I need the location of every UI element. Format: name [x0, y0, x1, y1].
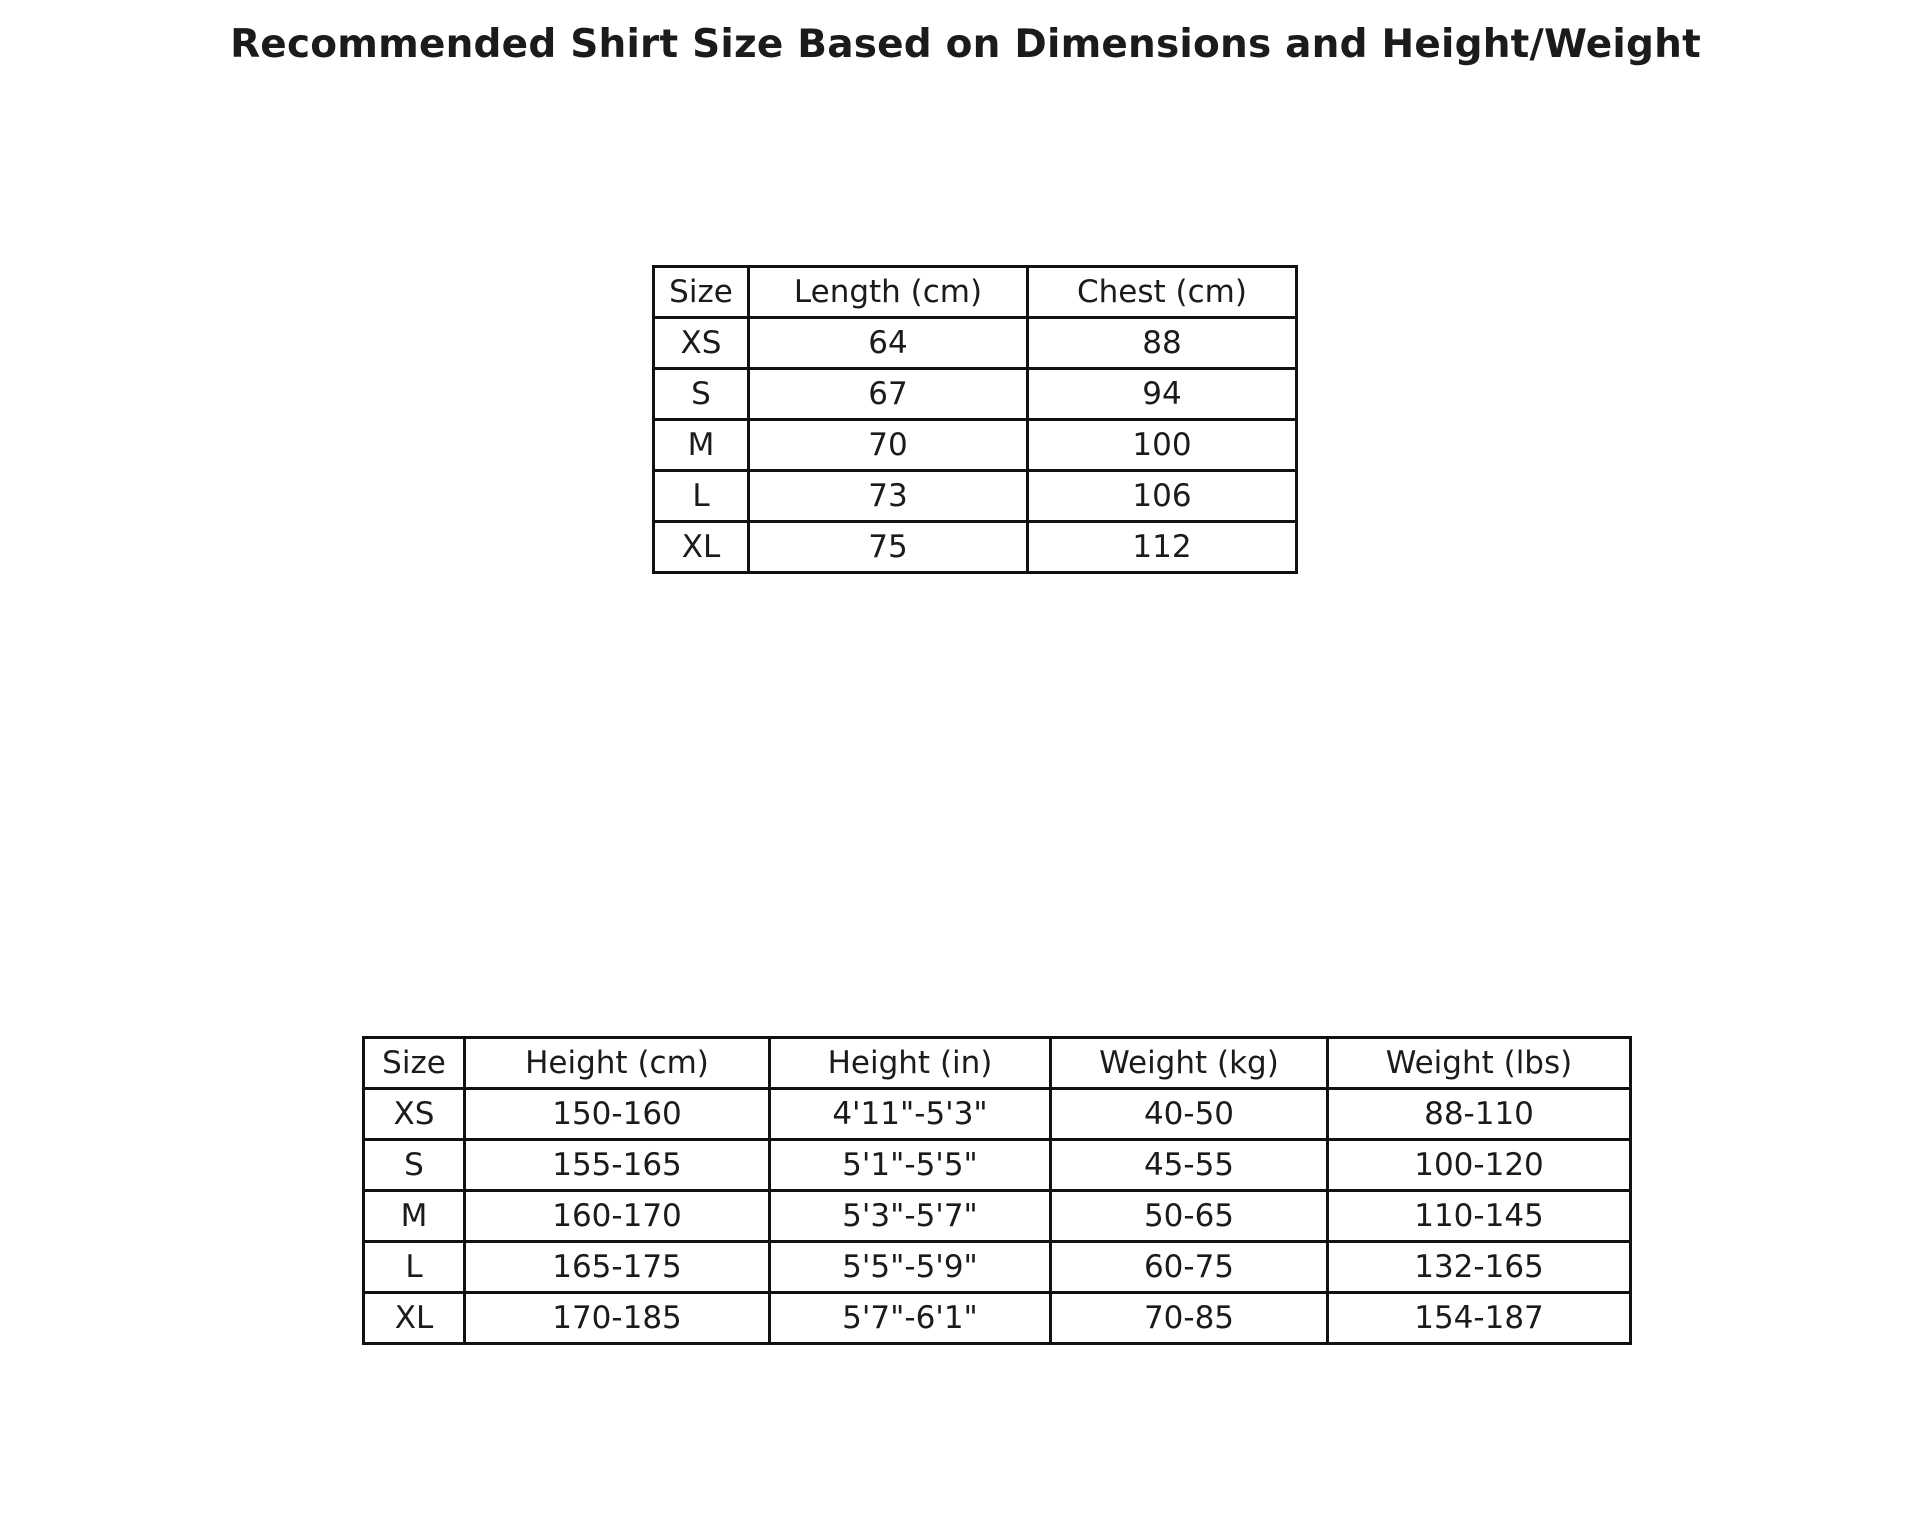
table-header-row	[364, 1038, 1631, 1089]
cell-weight-kg: 70-85	[1051, 1293, 1328, 1344]
cell-weight-lbs: 154-187	[1328, 1293, 1631, 1344]
cell-height-cm: 165-175	[465, 1242, 770, 1293]
table-row	[654, 318, 1297, 369]
cell-weight-kg: 50-65	[1051, 1191, 1328, 1242]
cell-chest: 88	[1028, 318, 1297, 369]
cell-height-in: 5'1"-5'5"	[770, 1140, 1051, 1191]
cell-size: M	[654, 420, 749, 471]
column-header-weight-kg: Weight (kg)	[1051, 1038, 1328, 1089]
cell-size: L	[654, 471, 749, 522]
page-title: Recommended Shirt Size Based on Dimensions and Height/Weight	[230, 22, 1701, 67]
cell-height-in: 5'3"-5'7"	[770, 1191, 1051, 1242]
cell-chest: 94	[1028, 369, 1297, 420]
table-row	[364, 1089, 1631, 1140]
cell-weight-kg: 40-50	[1051, 1089, 1328, 1140]
cell-length: 73	[749, 471, 1028, 522]
column-header-height-cm: Height (cm)	[465, 1038, 770, 1089]
cell-chest: 106	[1028, 471, 1297, 522]
cell-length: 70	[749, 420, 1028, 471]
column-header-length: Length (cm)	[749, 267, 1028, 318]
cell-size: XL	[654, 522, 749, 573]
column-header-size: Size	[364, 1038, 465, 1089]
cell-height-in: 5'7"-6'1"	[770, 1293, 1051, 1344]
cell-height-cm: 170-185	[465, 1293, 770, 1344]
column-header-size: Size	[654, 267, 749, 318]
column-header-weight-lbs: Weight (lbs)	[1328, 1038, 1631, 1089]
cell-height-in: 5'5"-5'9"	[770, 1242, 1051, 1293]
cell-length: 64	[749, 318, 1028, 369]
table-row	[364, 1242, 1631, 1293]
cell-length: 67	[749, 369, 1028, 420]
cell-weight-kg: 60-75	[1051, 1242, 1328, 1293]
cell-length: 75	[749, 522, 1028, 573]
cell-chest: 100	[1028, 420, 1297, 471]
cell-size: XL	[364, 1293, 465, 1344]
cell-size: XS	[654, 318, 749, 369]
dimensions-table	[652, 265, 1298, 574]
cell-weight-kg: 45-55	[1051, 1140, 1328, 1191]
column-header-height-in: Height (in)	[770, 1038, 1051, 1089]
cell-weight-lbs: 100-120	[1328, 1140, 1631, 1191]
cell-weight-lbs: 110-145	[1328, 1191, 1631, 1242]
cell-size: S	[364, 1140, 465, 1191]
cell-chest: 112	[1028, 522, 1297, 573]
cell-height-cm: 150-160	[465, 1089, 770, 1140]
height-weight-table	[362, 1036, 1632, 1345]
cell-weight-lbs: 88-110	[1328, 1089, 1631, 1140]
table-row	[364, 1191, 1631, 1242]
table-row	[654, 420, 1297, 471]
table-row	[364, 1293, 1631, 1344]
cell-size: M	[364, 1191, 465, 1242]
table-row	[654, 369, 1297, 420]
cell-weight-lbs: 132-165	[1328, 1242, 1631, 1293]
table-row	[364, 1140, 1631, 1191]
cell-height-cm: 160-170	[465, 1191, 770, 1242]
cell-size: XS	[364, 1089, 465, 1140]
table-header-row	[654, 267, 1297, 318]
cell-height-cm: 155-165	[465, 1140, 770, 1191]
cell-size: S	[654, 369, 749, 420]
column-header-chest: Chest (cm)	[1028, 267, 1297, 318]
cell-height-in: 4'11"-5'3"	[770, 1089, 1051, 1140]
cell-size: L	[364, 1242, 465, 1293]
table-row	[654, 471, 1297, 522]
table-row	[654, 522, 1297, 573]
